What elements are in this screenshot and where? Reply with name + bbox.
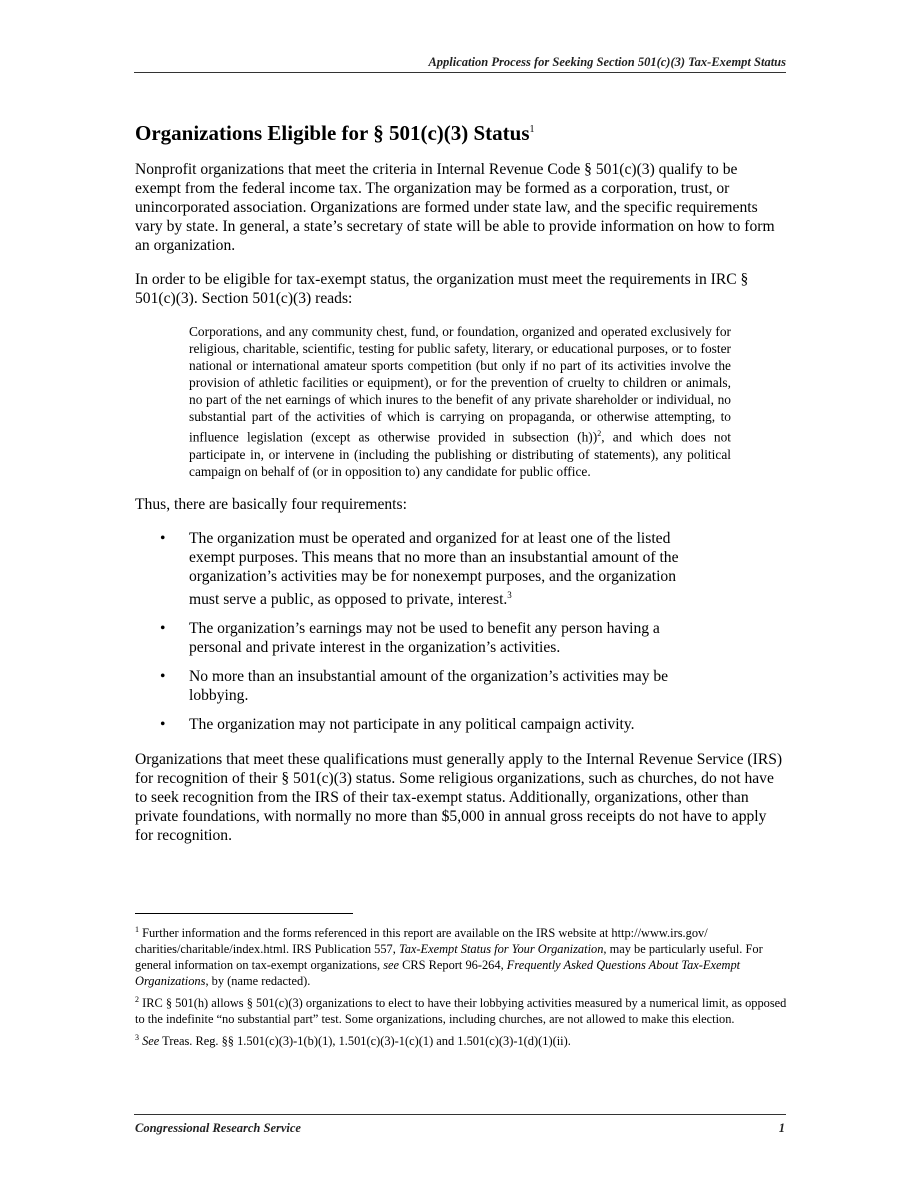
list-item <box>135 529 709 609</box>
paragraph-application: Organizations that meet these qualifications must generally apply to the Internal Revenue Service (IRS) for recognition of their § 501(c)(3) status. Some religious organizations, such as churches, do not have to seek recognition from the IRS of their tax-exempt status. Additionally, organizations, other than private foundations, with normally no more than $5,000 in annual gross receipts do not have to apply for recognition. <box>135 750 783 844</box>
requirements-list <box>135 529 785 734</box>
footnote-2-text: IRC § 501(h) allows § 501(c)(3) organizations to elect to have their lobbying activities measured by a numerical limit, as opposed to the indefinite “no substantial part” test. Some organizations, including churches, are not allowed to make this election. <box>135 996 787 1027</box>
footnote-3-text: Treas. Reg. §§ 1.501(c)(3)-1(b)(1), 1.501(c)(3)-1(c)(1) and 1.501(c)(3)-1(d)(1)(ii). <box>159 1034 571 1049</box>
footnote-1-text-c: , may be particularly useful. For general information on tax-exempt organizations, <box>135 942 763 973</box>
title-footnote-ref[interactable]: 1 <box>529 124 535 135</box>
requirement-1-text: The organization must be operated and organized for at least one of the listed exempt purposes. This means that no more than an insubstantial amount of the organization’s activities may be for nonexempt purposes, and the organization must serve a public, as opposed to private, interest. <box>189 529 679 608</box>
footer-organization: Congressional Research Service <box>135 1121 301 1135</box>
section-title <box>135 120 785 146</box>
bullet-icon: • <box>160 529 166 547</box>
requirement-4-text: The organization may not participate in any political campaign activity. <box>189 715 635 733</box>
footnote-2-number: 2 <box>135 995 139 1005</box>
bullet-icon: • <box>160 667 166 685</box>
quote-footnote-ref[interactable]: 2 <box>597 429 602 439</box>
footnote-3-number: 3 <box>135 1033 139 1043</box>
footnote-1-report-title: Frequently Asked Questions About Tax-Exempt Organizations <box>135 958 741 989</box>
page-content <box>135 120 785 860</box>
footnote-1-text-a: Further information and the forms referenced in this report are available on the IRS website at http://www.irs.gov/ charities/charitable/index.html. IRS Publication 557, <box>135 926 708 957</box>
footnote-1-text-e: CRS Report 96-264, <box>399 958 507 973</box>
footnote-1-text-g: , by (name redacted). <box>205 974 311 989</box>
section-title-text: Organizations Eligible for § 501(c)(3) Status <box>135 121 530 145</box>
paragraph-requirements-intro: Thus, there are basically four requirements: <box>135 495 407 513</box>
quote-part-1: Corporations, and any community chest, fund, or foundation, organized and operated exclusively for religious, charitable, scientific, testing for public safety, literary, or educational purposes, or to foster national or international amateur sports competition (but only if no part of its activities involve the provision of athletic facilities or equipment), or for the prevention of cruelty to children or animals, no part of the net earnings of which inures to the benefit of any private shareholder or individual, no substantial part of the activities of which is carrying on propaganda, or otherwise attempting, to influence legislation (except as otherwise provided in subsection (h)) <box>189 324 731 445</box>
statute-quote <box>189 323 731 479</box>
footnote-2 <box>135 992 787 1027</box>
page-number: 1 <box>778 1121 785 1135</box>
footnote-3 <box>135 1030 787 1049</box>
list-item <box>135 619 709 657</box>
footnote-1-see: see <box>383 958 400 973</box>
requirement-2-text: The organization’s earnings may not be used to benefit any person having a personal and private interest in the organization’s activities. <box>189 619 660 656</box>
bullet-icon: • <box>160 715 166 733</box>
running-header: Application Process for Seeking Section 501(c)(3) Tax-Exempt Status <box>428 55 786 69</box>
footnote-rule <box>135 913 353 914</box>
footnote-3-see: See <box>142 1034 160 1049</box>
footnote-1-number: 1 <box>135 925 139 934</box>
quote-part-2: , and which does not participate in, or intervene in (including the publishing or distributing of statements), any political campaign on behalf of (or in opposition to) any candidate for public office. <box>189 429 731 479</box>
bullet-icon: • <box>160 619 166 637</box>
footnotes <box>135 922 787 1052</box>
footnote-1-publication-title: Tax-Exempt Status for Your Organization <box>398 942 604 957</box>
list-item <box>135 715 709 734</box>
paragraph-eligibility: In order to be eligible for tax-exempt status, the organization must meet the requirements in IRC § 501(c)(3). Section 501(c)(3) reads: <box>135 271 749 308</box>
footer-rule <box>134 1114 786 1115</box>
paragraph-intro: Nonprofit organizations that meet the criteria in Internal Revenue Code § 501(c)(3) qualify to be exempt from the federal income tax. The organization may be formed as a corporation, trust, or unincorporated association. Organizations are formed under state law, and the specific requirements vary by state. In general, a state’s secretary of state will be able to provide information on how to form an organization. <box>135 161 775 255</box>
requirement-3-text: No more than an insubstantial amount of the organization’s activities may be lobbying. <box>189 667 669 704</box>
footnote-1 <box>135 922 787 989</box>
list-item <box>135 667 709 705</box>
requirement-footnote-ref[interactable]: 3 <box>507 589 512 600</box>
header-rule <box>134 72 786 73</box>
